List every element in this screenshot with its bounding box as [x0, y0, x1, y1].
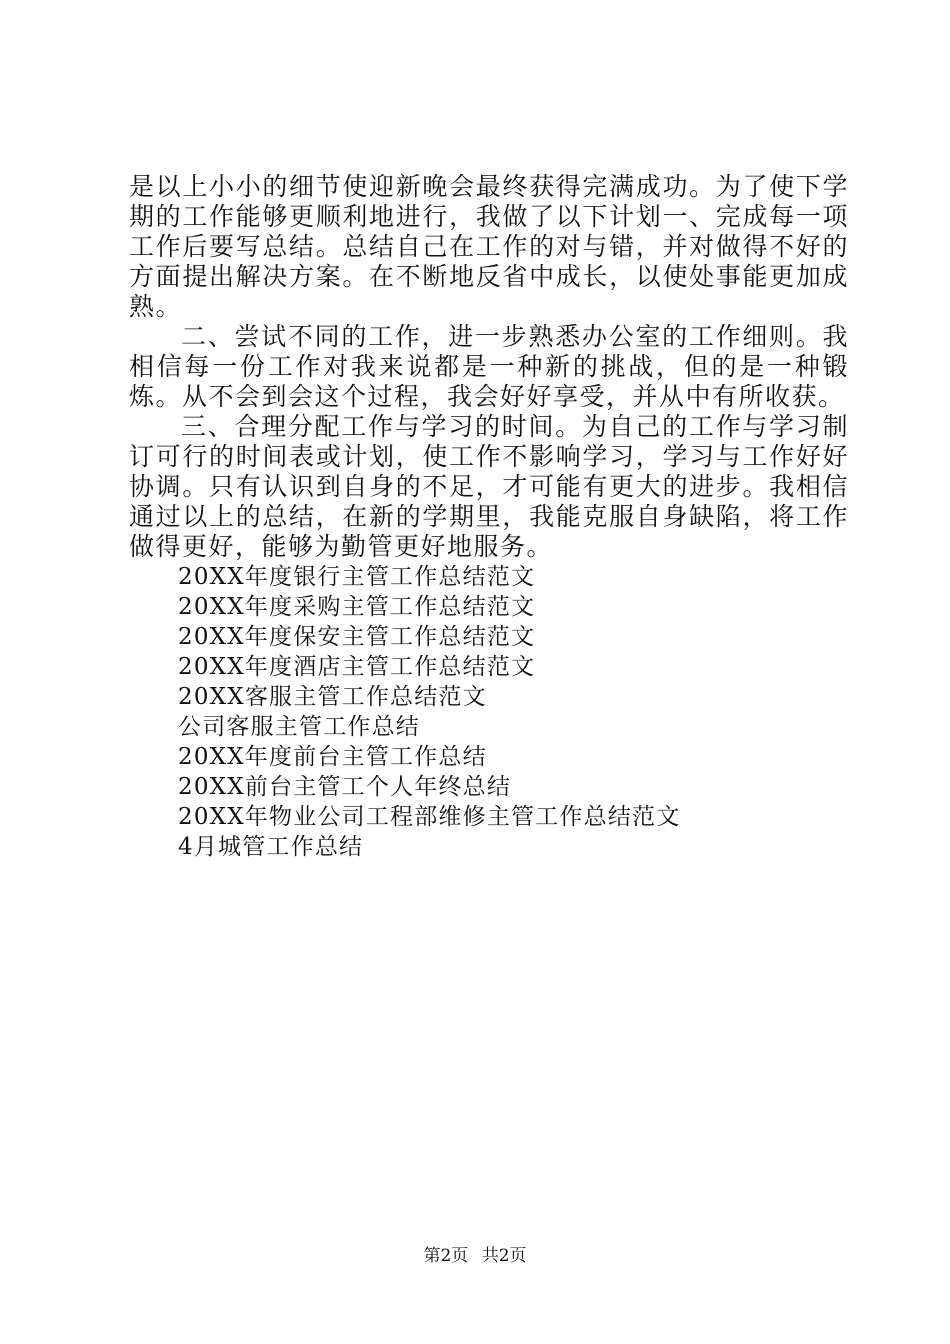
related-article-link[interactable]: 公司客服主管工作总结 — [178, 714, 420, 740]
related-article-link[interactable]: 20XX前台主管工个人年终总结 — [178, 774, 512, 800]
paragraph-3: 三、合理分配工作与学习的时间。为自己的工作与学习制订可行的时间表或计划，使工作不影响学习，学习与工作好好协调。只有认识到自身的不足，才可能有更大的进步。我相信通过以上的总结，在新的学期里，我能克服自身缺陷，将工作做得更好，能够为勤管更好地服务。 — [129, 412, 849, 561]
related-article-link[interactable]: 20XX年度保安主管工作总结范文 — [178, 624, 536, 650]
related-article-link[interactable]: 20XX年物业公司工程部维修主管工作总结范文 — [178, 804, 681, 830]
related-articles-list — [129, 562, 849, 862]
related-article-link[interactable]: 20XX年度银行主管工作总结范文 — [178, 564, 536, 590]
related-article-link[interactable]: 4月城管工作总结 — [178, 834, 364, 860]
page-number: 第2页 — [423, 1246, 469, 1266]
document-body — [129, 172, 849, 862]
paragraph-1: 是以上小小的细节使迎新晚会最终获得完满成功。为了使下学期的工作能够更顺利地进行，我做了以下计划一、完成每一项工作后要写总结。总结自己在工作的对与错，并对做得不好的方面提出解决方案。在不断地反省中成长，以使处事能更加成熟。 — [129, 172, 849, 321]
page-footer — [0, 1245, 950, 1267]
related-article-link[interactable]: 20XX年度采购主管工作总结范文 — [178, 594, 536, 620]
related-article-link[interactable]: 20XX年度前台主管工作总结 — [178, 744, 487, 770]
related-article-link[interactable]: 20XX年度酒店主管工作总结范文 — [178, 654, 536, 680]
page-total: 共2页 — [481, 1246, 527, 1266]
related-article-link[interactable]: 20XX客服主管工作总结范文 — [178, 684, 487, 710]
paragraph-2: 二、尝试不同的工作，进一步熟悉办公室的工作细则。我相信每一份工作对我来说都是一种新的挑战，但的是一种锻炼。从不会到会这个过程，我会好好享受，并从中有所收获。 — [129, 322, 849, 411]
